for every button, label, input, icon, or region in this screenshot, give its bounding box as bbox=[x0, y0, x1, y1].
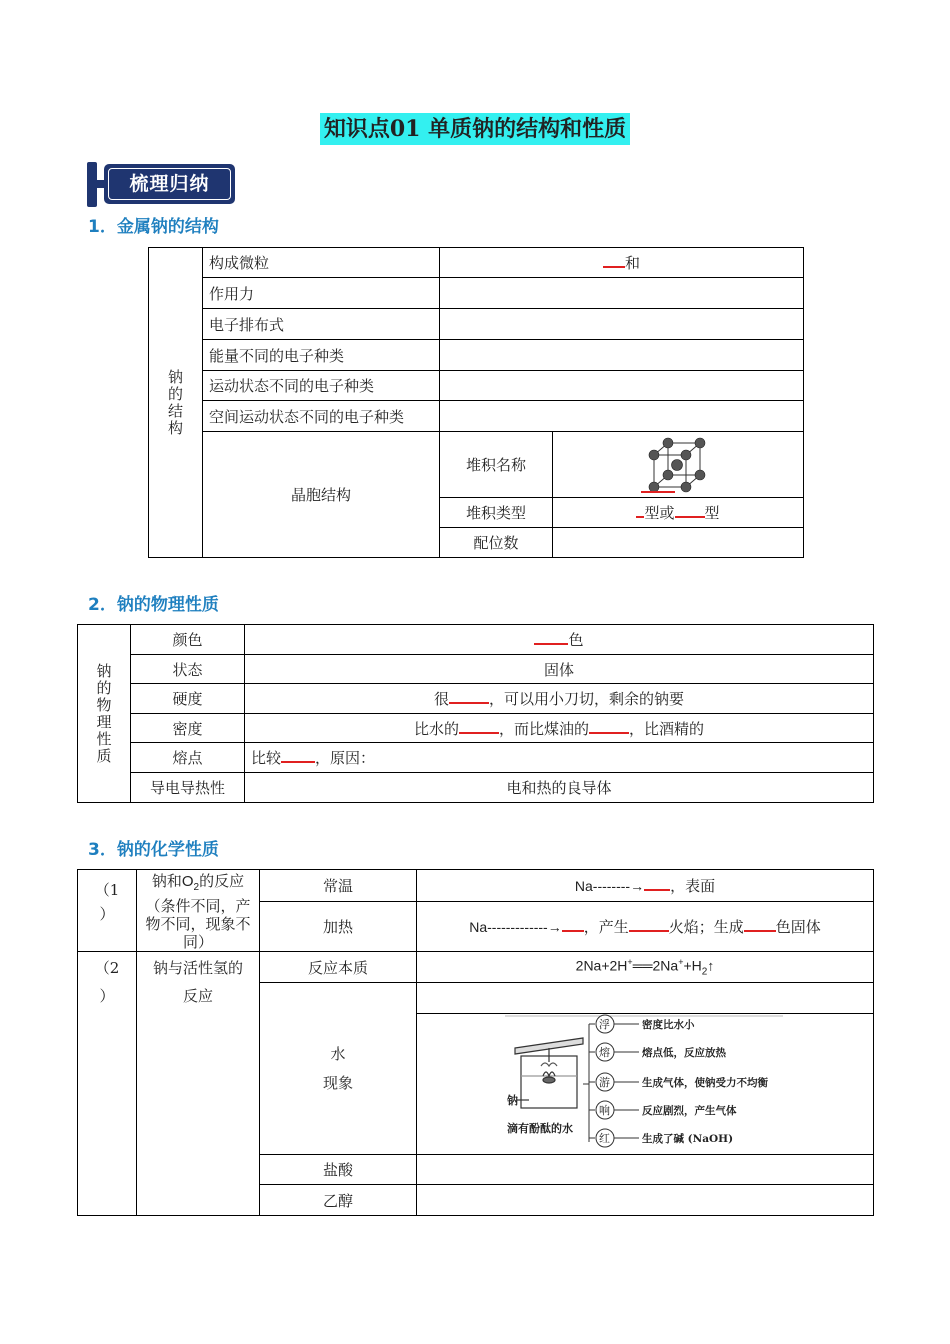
section-badge bbox=[87, 162, 237, 207]
value-cell bbox=[440, 309, 804, 340]
phenomenon-desc: 反应剧烈，产生气体 bbox=[642, 1105, 737, 1117]
beaker-icon bbox=[515, 1038, 583, 1108]
prop-label: 导电导热性 bbox=[131, 773, 245, 803]
stack-type-value: 型或 型 bbox=[553, 498, 804, 528]
hydrogen-reaction-label: 钠与活性氢的 反应 bbox=[137, 952, 260, 1216]
badge-label: 梳理归纳 bbox=[108, 168, 231, 200]
prop-label: 状态 bbox=[131, 655, 245, 684]
ethanol-label: 乙醇 bbox=[260, 1185, 417, 1216]
stack-type-label: 堆积类型 bbox=[440, 498, 553, 528]
vertical-label: 钠 的 结 构 bbox=[149, 248, 203, 558]
phenomenon-char: 浮 bbox=[599, 1018, 610, 1031]
sodium-label: 钠 bbox=[507, 1094, 518, 1107]
row-label: 空间运动状态不同的电子种类 bbox=[203, 401, 440, 432]
prop-label: 熔点 bbox=[131, 743, 245, 773]
coordination-label: 配位数 bbox=[440, 528, 553, 558]
cell-structure-label: 晶胞结构 bbox=[203, 432, 440, 558]
water-equation-cell bbox=[417, 983, 874, 1014]
structure-table bbox=[148, 247, 804, 558]
hcl-label: 盐酸 bbox=[260, 1155, 417, 1185]
prop-value: 很 ，可以用小刀切，剩余的钠要 bbox=[245, 684, 874, 714]
coordination-value bbox=[553, 528, 804, 558]
phenomenon-desc: 熔点低，反应放热 bbox=[642, 1047, 726, 1059]
section-3-heading: 3．钠的化学性质 bbox=[88, 840, 219, 860]
prop-value: 比水的 ，而比煤油的 ，比酒精的 bbox=[245, 714, 874, 743]
condition-value: Na-------------→ ，产生 火焰；生成 色固体 bbox=[417, 902, 874, 952]
value-cell: 和 bbox=[440, 248, 804, 278]
physical-table bbox=[77, 624, 874, 803]
value-cell bbox=[440, 401, 804, 432]
item-number: （1 ） bbox=[78, 870, 137, 952]
prop-value: 固体 bbox=[245, 655, 874, 684]
section-2-heading: 2．钠的物理性质 bbox=[88, 595, 219, 615]
prop-label: 颜色 bbox=[131, 625, 245, 655]
phenomenon-desc: 生成气体，使钠受力不均衡 bbox=[642, 1077, 768, 1089]
condition-label: 加热 bbox=[260, 902, 417, 952]
page-title: 知识点01 单质钠的结构和性质 bbox=[320, 113, 630, 145]
phenomenon-char: 游 bbox=[599, 1076, 610, 1089]
essence-label: 反应本质 bbox=[260, 952, 417, 983]
prop-label: 密度 bbox=[131, 714, 245, 743]
crystal-cell bbox=[553, 432, 804, 498]
ethanol-value bbox=[417, 1185, 874, 1216]
water-phenomena-cell bbox=[417, 1014, 874, 1155]
o2-reaction-label: 钠和$O_2$的反应 （条件不同，产物不同，现象不同） bbox=[137, 870, 260, 952]
stack-name-label: 堆积名称 bbox=[440, 432, 553, 498]
phenolphthalein-water-label: 滴有酚酞的水 bbox=[507, 1122, 573, 1135]
chemical-table bbox=[77, 869, 874, 1216]
section-1-heading: 1．金属钠的结构 bbox=[88, 217, 219, 237]
prop-value: 比较 ，原因： bbox=[245, 743, 874, 773]
water-phenomena-diagram bbox=[417, 1014, 873, 1154]
value-cell bbox=[440, 278, 804, 309]
value-cell bbox=[440, 340, 804, 371]
row-label: 电子排布式 bbox=[203, 309, 440, 340]
essence-equation: $2Na+2H^+══2Na^++H_2↑$ bbox=[417, 952, 874, 983]
prop-value: 电和热的良导体 bbox=[245, 773, 874, 803]
phenomenon-char: 熔 bbox=[599, 1046, 610, 1059]
phenomenon-char: 响 bbox=[599, 1104, 610, 1117]
condition-label: 常温 bbox=[260, 870, 417, 902]
phenomenon-char: 红 bbox=[599, 1132, 610, 1145]
prop-label: 硬度 bbox=[131, 684, 245, 714]
condition-value: Na--------→ ，表面 bbox=[417, 870, 874, 902]
hcl-value bbox=[417, 1155, 874, 1185]
item-number: （2 ） bbox=[78, 952, 137, 1216]
vertical-label: 钠 的 物 理 性 质 bbox=[78, 625, 131, 803]
prop-value: 色 bbox=[245, 625, 874, 655]
row-label: 构成微粒 bbox=[203, 248, 440, 278]
phenomenon-desc: 生成了碱 (NaOH) bbox=[642, 1133, 734, 1145]
value-cell bbox=[440, 371, 804, 401]
water-label: 水 现象 bbox=[260, 983, 417, 1155]
phenomenon-desc: 密度比水小 bbox=[642, 1019, 695, 1031]
row-label: 运动状态不同的电子种类 bbox=[203, 371, 440, 401]
row-label: 作用力 bbox=[203, 278, 440, 309]
row-label: 能量不同的电子种类 bbox=[203, 340, 440, 371]
